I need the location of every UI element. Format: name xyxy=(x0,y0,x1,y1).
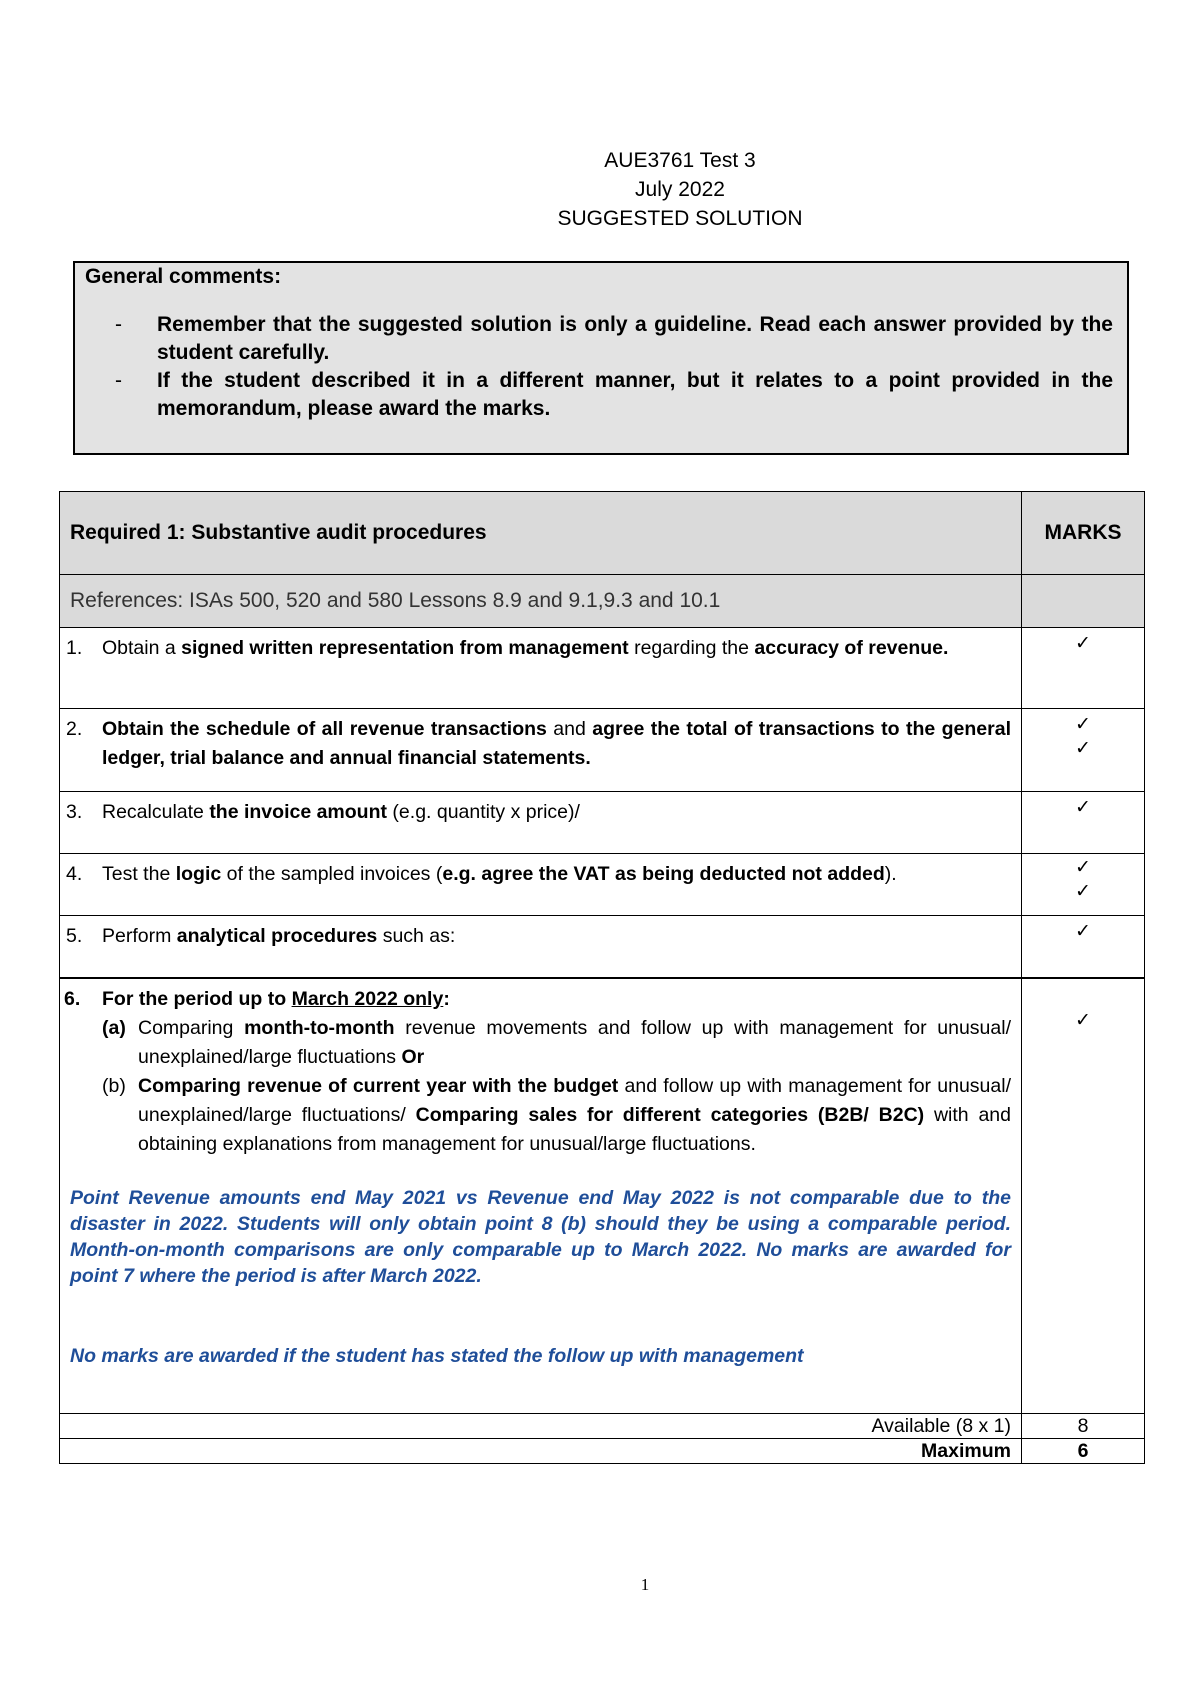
check-icon: ✓ xyxy=(1075,738,1091,759)
table-row xyxy=(60,916,1145,979)
marks-cell xyxy=(1022,978,1145,1414)
marks-cell xyxy=(1022,792,1145,854)
item-number: 3. xyxy=(66,801,83,823)
bullet-dash: - xyxy=(115,313,122,336)
sub-text: Comparing revenue of current year with the budget and follow up with management for unusual/ unexplained/large fluctuations/ Comparing sales for different categories (B2B/ B2C) with and obtaining explanations from management for unusual/large fluctuations. xyxy=(138,1075,1011,1155)
marker-note: Point Revenue amounts end May 2021 vs Revenue end May 2022 is not comparable due to the disaster in 2022. Students will only obtain point 8 (b) should they be using a comparable period. Month-on-month comparisons are only comparable up to March 2022. No marks are awarded for point 7 where the period is after March 2022. xyxy=(70,1187,1011,1287)
procedure-text: Obtain the schedule of all revenue transactions and agree the total of transactions to the general ledger, trial balance and annual financial statements. xyxy=(102,718,1011,769)
item-number: 6. xyxy=(64,988,81,1010)
maximum-row xyxy=(60,1439,1145,1464)
table-row xyxy=(60,854,1145,916)
procedures-table xyxy=(59,491,1145,1464)
procedure-cell xyxy=(60,854,1022,916)
check-icon: ✓ xyxy=(1075,881,1091,902)
procedure-cell xyxy=(60,792,1022,854)
marks-cell xyxy=(1022,916,1145,979)
references-mark-cell xyxy=(1022,575,1145,628)
procedure-text: Recalculate the invoice amount (e.g. quantity x price)/ xyxy=(102,801,580,823)
marks-cell xyxy=(1022,628,1145,709)
sub-text: Comparing month-to-month revenue movements and follow up with management for unusual/ unexplained/large fluctuations Or xyxy=(138,1017,1011,1068)
marks-header: MARKS xyxy=(1022,492,1145,575)
sub-label: (a) xyxy=(102,1017,126,1039)
table-row xyxy=(60,628,1145,709)
comment-item xyxy=(85,311,1117,367)
bullet-dash: - xyxy=(115,369,122,392)
comment-text: If the student described it in a different manner, but it relates to a point provided in the memorandum, please award the marks. xyxy=(157,369,1113,420)
test-date: July 2022 xyxy=(635,178,725,201)
document-header xyxy=(0,146,1200,233)
procedure-cell xyxy=(60,978,1022,1414)
procedure-lead: For the period up to March 2022 only: xyxy=(102,988,450,1010)
check-icon: ✓ xyxy=(1075,797,1091,818)
general-comments-title: General comments: xyxy=(85,265,282,288)
course-code: AUE3761 Test 3 xyxy=(604,149,756,172)
check-icon: ✓ xyxy=(1075,921,1091,942)
available-value: 8 xyxy=(1022,1414,1145,1439)
table-row xyxy=(60,978,1145,1414)
procedure-text: Perform analytical procedures such as: xyxy=(102,925,456,947)
table-row xyxy=(60,792,1145,854)
comment-item xyxy=(85,367,1117,423)
general-comments-box xyxy=(73,261,1129,455)
marker-note: No marks are awarded if the student has stated the follow up with management xyxy=(70,1345,804,1367)
check-icon: ✓ xyxy=(1075,857,1091,878)
table-header-row xyxy=(60,492,1145,575)
general-comments-list xyxy=(85,311,1117,423)
available-row xyxy=(60,1414,1145,1439)
item-number: 4. xyxy=(66,863,83,885)
comment-text: Remember that the suggested solution is only a guideline. Read each answer provided by the student carefully. xyxy=(157,313,1113,364)
check-icon: ✓ xyxy=(1075,1010,1091,1031)
maximum-value: 6 xyxy=(1022,1439,1145,1464)
procedure-text: Obtain a signed written representation from management regarding the accuracy of revenue. xyxy=(102,637,949,659)
procedure-cell xyxy=(60,628,1022,709)
marks-cell xyxy=(1022,854,1145,916)
item-number: 5. xyxy=(66,925,83,947)
procedure-cell xyxy=(60,916,1022,979)
maximum-label: Maximum xyxy=(60,1439,1022,1464)
check-icon: ✓ xyxy=(1075,714,1091,735)
table-title: Required 1: Substantive audit procedures xyxy=(60,492,1022,575)
item-number: 1. xyxy=(66,637,83,659)
document-subtitle: SUGGESTED SOLUTION xyxy=(557,207,803,230)
references-row xyxy=(60,575,1145,628)
page-number: 1 xyxy=(640,1575,650,1594)
references-text: References: ISAs 500, 520 and 580 Lessons 8.9 and 9.1,9.3 and 10.1 xyxy=(60,575,1022,628)
sub-procedure xyxy=(102,1072,1011,1159)
procedure-text: Test the logic of the sampled invoices (e.g. agree the VAT as being deducted not added). xyxy=(102,863,897,885)
check-icon: ✓ xyxy=(1075,633,1091,654)
table-row xyxy=(60,709,1145,792)
sub-procedure xyxy=(102,1014,1011,1072)
item-number: 2. xyxy=(66,718,83,740)
marks-cell xyxy=(1022,709,1145,792)
sub-label: (b) xyxy=(102,1075,126,1097)
available-label: Available (8 x 1) xyxy=(60,1414,1022,1439)
procedure-cell xyxy=(60,709,1022,792)
